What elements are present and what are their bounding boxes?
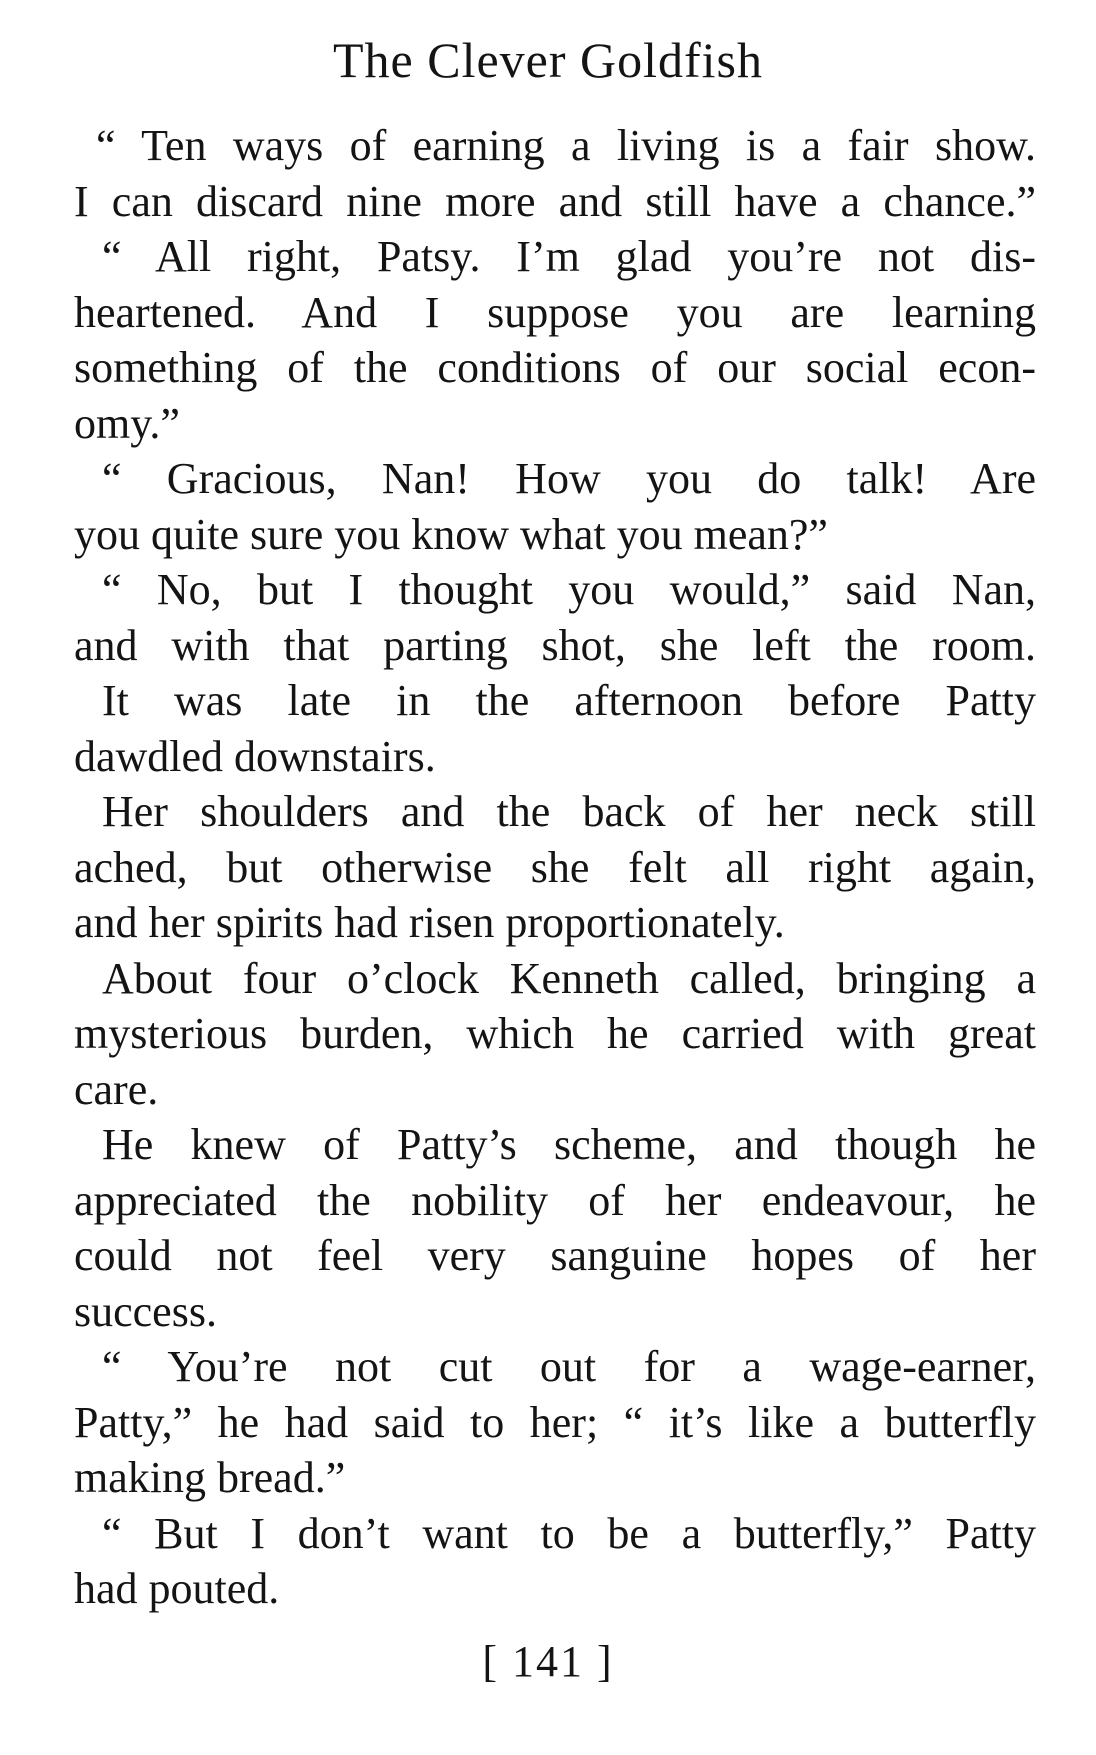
text-line: ached, but otherwise she felt all right again,: [74, 842, 1036, 892]
text-line: Her shoulders and the back of her neck still: [102, 787, 1036, 836]
running-head: The Clever Goldfish: [332, 32, 763, 88]
body-text: [74, 118, 1036, 1617]
text-line: appreciated the nobility of her endeavour, he: [74, 1175, 1036, 1225]
text-line: omy.”: [74, 398, 180, 448]
text-line: mysterious burden, which he carried with great: [74, 1009, 1036, 1058]
text-line: “ You’re not cut out for a wage-earner,: [102, 1342, 1036, 1391]
text-line: “ But I don’t want to be a butterfly,” Patty: [102, 1508, 1036, 1558]
text-line: making bread.”: [74, 1453, 346, 1502]
text-line: It was late in the afternoon before Patty: [102, 676, 1036, 725]
text-line: you quite sure you know what you mean?”: [74, 509, 828, 559]
text-line: Patty,” he had said to her; “ it’s like a butterfly: [74, 1397, 1036, 1447]
text-line: “ Ten ways of earning a living is a fair show.: [96, 121, 1036, 170]
text-line: “ No, but I thought you would,” said Nan,: [102, 565, 1036, 614]
text-line: dawdled downstairs.: [74, 731, 436, 781]
text-line: “ All right, Patsy. I’m glad you’re not dis-: [102, 232, 1036, 281]
text-line: and her spirits had risen proportionately.: [74, 898, 785, 947]
text-line: success.: [74, 1286, 217, 1336]
text-line: He knew of Patty’s scheme, and though he: [102, 1120, 1036, 1169]
text-line: care.: [74, 1064, 159, 1114]
text-line: “ Gracious, Nan! How you do talk! Are: [102, 454, 1036, 503]
text-line: something of the conditions of our social econ-: [74, 343, 1036, 392]
text-line: and with that parting shot, she left the room.: [74, 620, 1036, 670]
text-line: About four o’clock Kenneth called, bringing a: [102, 953, 1036, 1003]
text-line: could not feel very sanguine hopes of her: [74, 1231, 1036, 1280]
text-line: I can discard nine more and still have a chance.”: [74, 176, 1036, 226]
text-line: heartened. And I suppose you are learning: [74, 287, 1036, 337]
page-number: [ 141 ]: [482, 1637, 614, 1686]
text-line: had pouted.: [74, 1564, 280, 1613]
